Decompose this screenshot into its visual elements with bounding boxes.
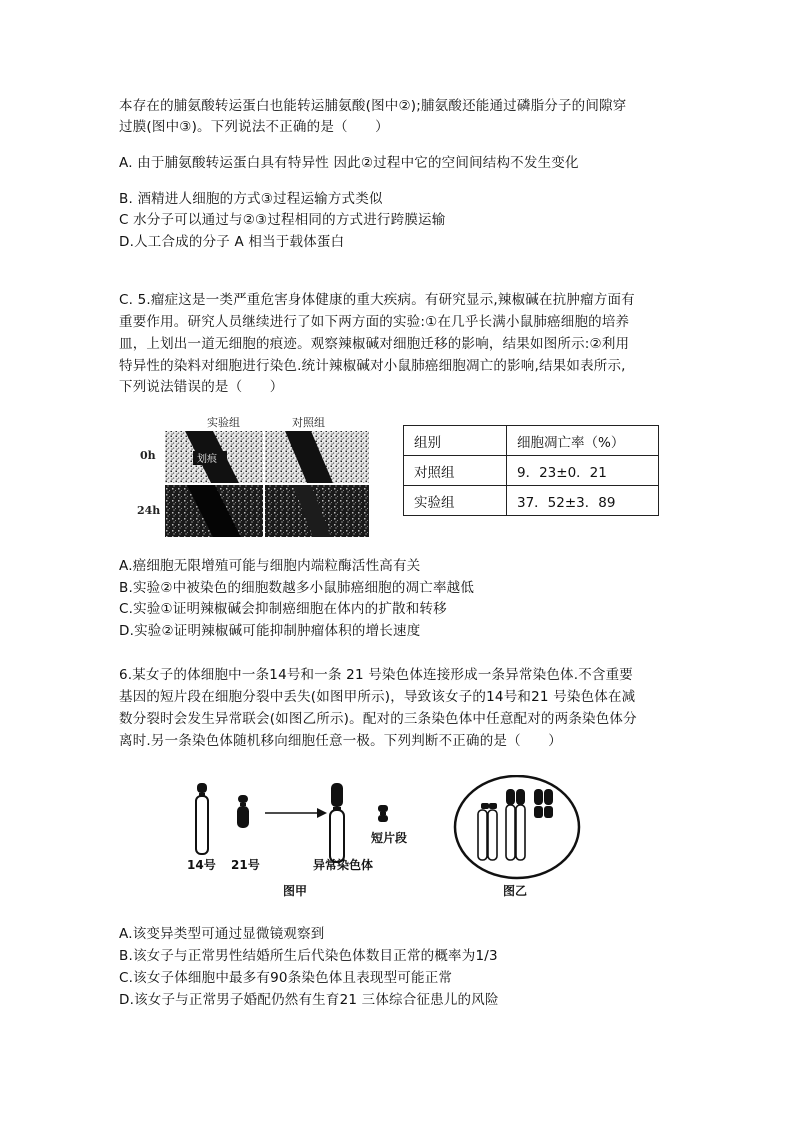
q5-option-b: B.实验②中被染色的细胞数越多小鼠肺癌细胞的凋亡率越低 <box>119 580 475 596</box>
fig-col-experiment: 实验组 <box>207 416 240 429</box>
chromosome-14 <box>196 783 208 854</box>
q5-stem-line-3: 皿，上划出一道无细胞的痕迹。观察辣椒碱对细胞迁移的影响，结果如图所示:②利用 <box>119 336 630 352</box>
table-header-rate: 细胞凋亡率（%） <box>507 426 659 456</box>
q5-stem-line-1: C. 5.瘤症这是一类严重危害身体健康的重大疾病。有研究显示,辣椒碱在抗肿瘤方面有 <box>119 292 635 308</box>
caption-figure-a: 图甲 <box>283 884 308 898</box>
q6-option-d: D.该女子与正常男子婚配仍然有生育21 三体综合征患儿的风险 <box>119 992 499 1008</box>
table-row <box>404 456 659 486</box>
q6-option-b: B.该女子与正常男性结婚所生后代染色体数目正常的概率为1/3 <box>119 948 498 964</box>
label-short-fragment: 短片段 <box>371 831 408 845</box>
table-row <box>404 486 659 516</box>
table-row <box>404 426 659 456</box>
q5-stem-line-4: 特异性的染料对细胞进行染色.统计辣椒碱对小鼠肺癌细胞凋亡的影响,结果如表所示, <box>119 358 626 374</box>
table-cell: 对照组 <box>404 456 507 486</box>
label-abnormal: 异常染色体 <box>313 858 374 872</box>
chromosome-figure <box>165 775 605 903</box>
q6-option-c: C.该女子体细胞中最多有90条染色体且表现型可能正常 <box>119 970 453 986</box>
apoptosis-table <box>403 425 659 516</box>
cell-synapsis <box>455 776 579 878</box>
panel-ctrl-24h <box>265 485 369 537</box>
table-cell: 9．23±0．21 <box>507 456 659 486</box>
label-21: 21号 <box>231 858 260 872</box>
q5-option-a: A.癌细胞无限增殖可能与细胞内端粒酶活性高有关 <box>119 558 421 574</box>
table-cell: 实验组 <box>404 486 507 516</box>
table-cell: 37．52±3．89 <box>507 486 659 516</box>
fig-row-24h: 24h <box>137 504 161 517</box>
q5-option-d: D.实验②证明辣椒碱可能抑制肿瘤体积的增长速度 <box>119 623 421 639</box>
q5-stem-line-2: 重要作用。研究人员继续进行了如下两方面的实验:①在几乎长满小鼠肺癌细胞的培养 <box>119 314 630 330</box>
chromosome-21 <box>237 795 249 828</box>
fig-col-control: 对照组 <box>292 416 325 429</box>
table-header-group: 组别 <box>404 426 507 456</box>
q6-stem-line-2: 基因的短片段在细胞分裂中丢失(如图甲所示)，导致该女子的14号和21 号染色体在减 <box>119 689 636 705</box>
label-14: 14号 <box>187 858 216 872</box>
q4-stem-line-2: 过膜(图中③)。下列说法不正确的是（ ） <box>119 119 389 135</box>
q4-option-d: D.人工合成的分子 A 相当于载体蛋白 <box>119 234 345 250</box>
q6-stem-line-4: 离时.另一条染色体随机移向细胞任意一极。下列判断不正确的是（ ） <box>119 733 562 749</box>
panel-ctrl-0h <box>265 431 369 483</box>
q5-stem-line-5: 下列说法错误的是（ ） <box>119 379 284 395</box>
fig-row-0h: 0h <box>140 449 156 462</box>
caption-figure-b: 图乙 <box>503 884 528 898</box>
q6-stem-line-1: 6.某女子的体细胞中一条14号和一条 21 号染色体连接形成一条异常染色体.不含重要 <box>119 667 634 683</box>
q6-stem-line-3: 数分裂时会发生异常联会(如图乙所示)。配对的三条染色体中任意配对的两条染色体分 <box>119 711 637 727</box>
abnormal-chromosome <box>330 783 344 862</box>
q5-option-c: C.实验①证明辣椒碱会抑制癌细胞在体内的扩散和转移 <box>119 601 447 617</box>
q4-stem-line-1: 本存在的脯氨酸转运蛋白也能转运脯氨酸(图中②);脯氨酸还能通过磷脂分子的间隙穿 <box>119 98 627 114</box>
short-fragment <box>378 805 388 822</box>
panel-exp-0h <box>165 431 263 483</box>
right-arrow-icon <box>265 808 327 818</box>
q6-option-a: A.该变异类型可通过显微镜观察到 <box>119 926 325 942</box>
fig-scratch-label: 划痕 <box>197 454 217 465</box>
q4-option-c: C 水分子可以通过与②③过程相同的方式进行跨膜运输 <box>119 212 446 228</box>
q4-option-b: B. 酒精进人细胞的方式③过程运输方式类似 <box>119 191 383 207</box>
scratch-assay-figure <box>135 415 371 539</box>
q4-option-a: A. 由于脯氨酸转运蛋白具有特异性 因此②过程中它的空间间结构不发生变化 <box>119 155 579 171</box>
panel-exp-24h <box>165 485 263 537</box>
